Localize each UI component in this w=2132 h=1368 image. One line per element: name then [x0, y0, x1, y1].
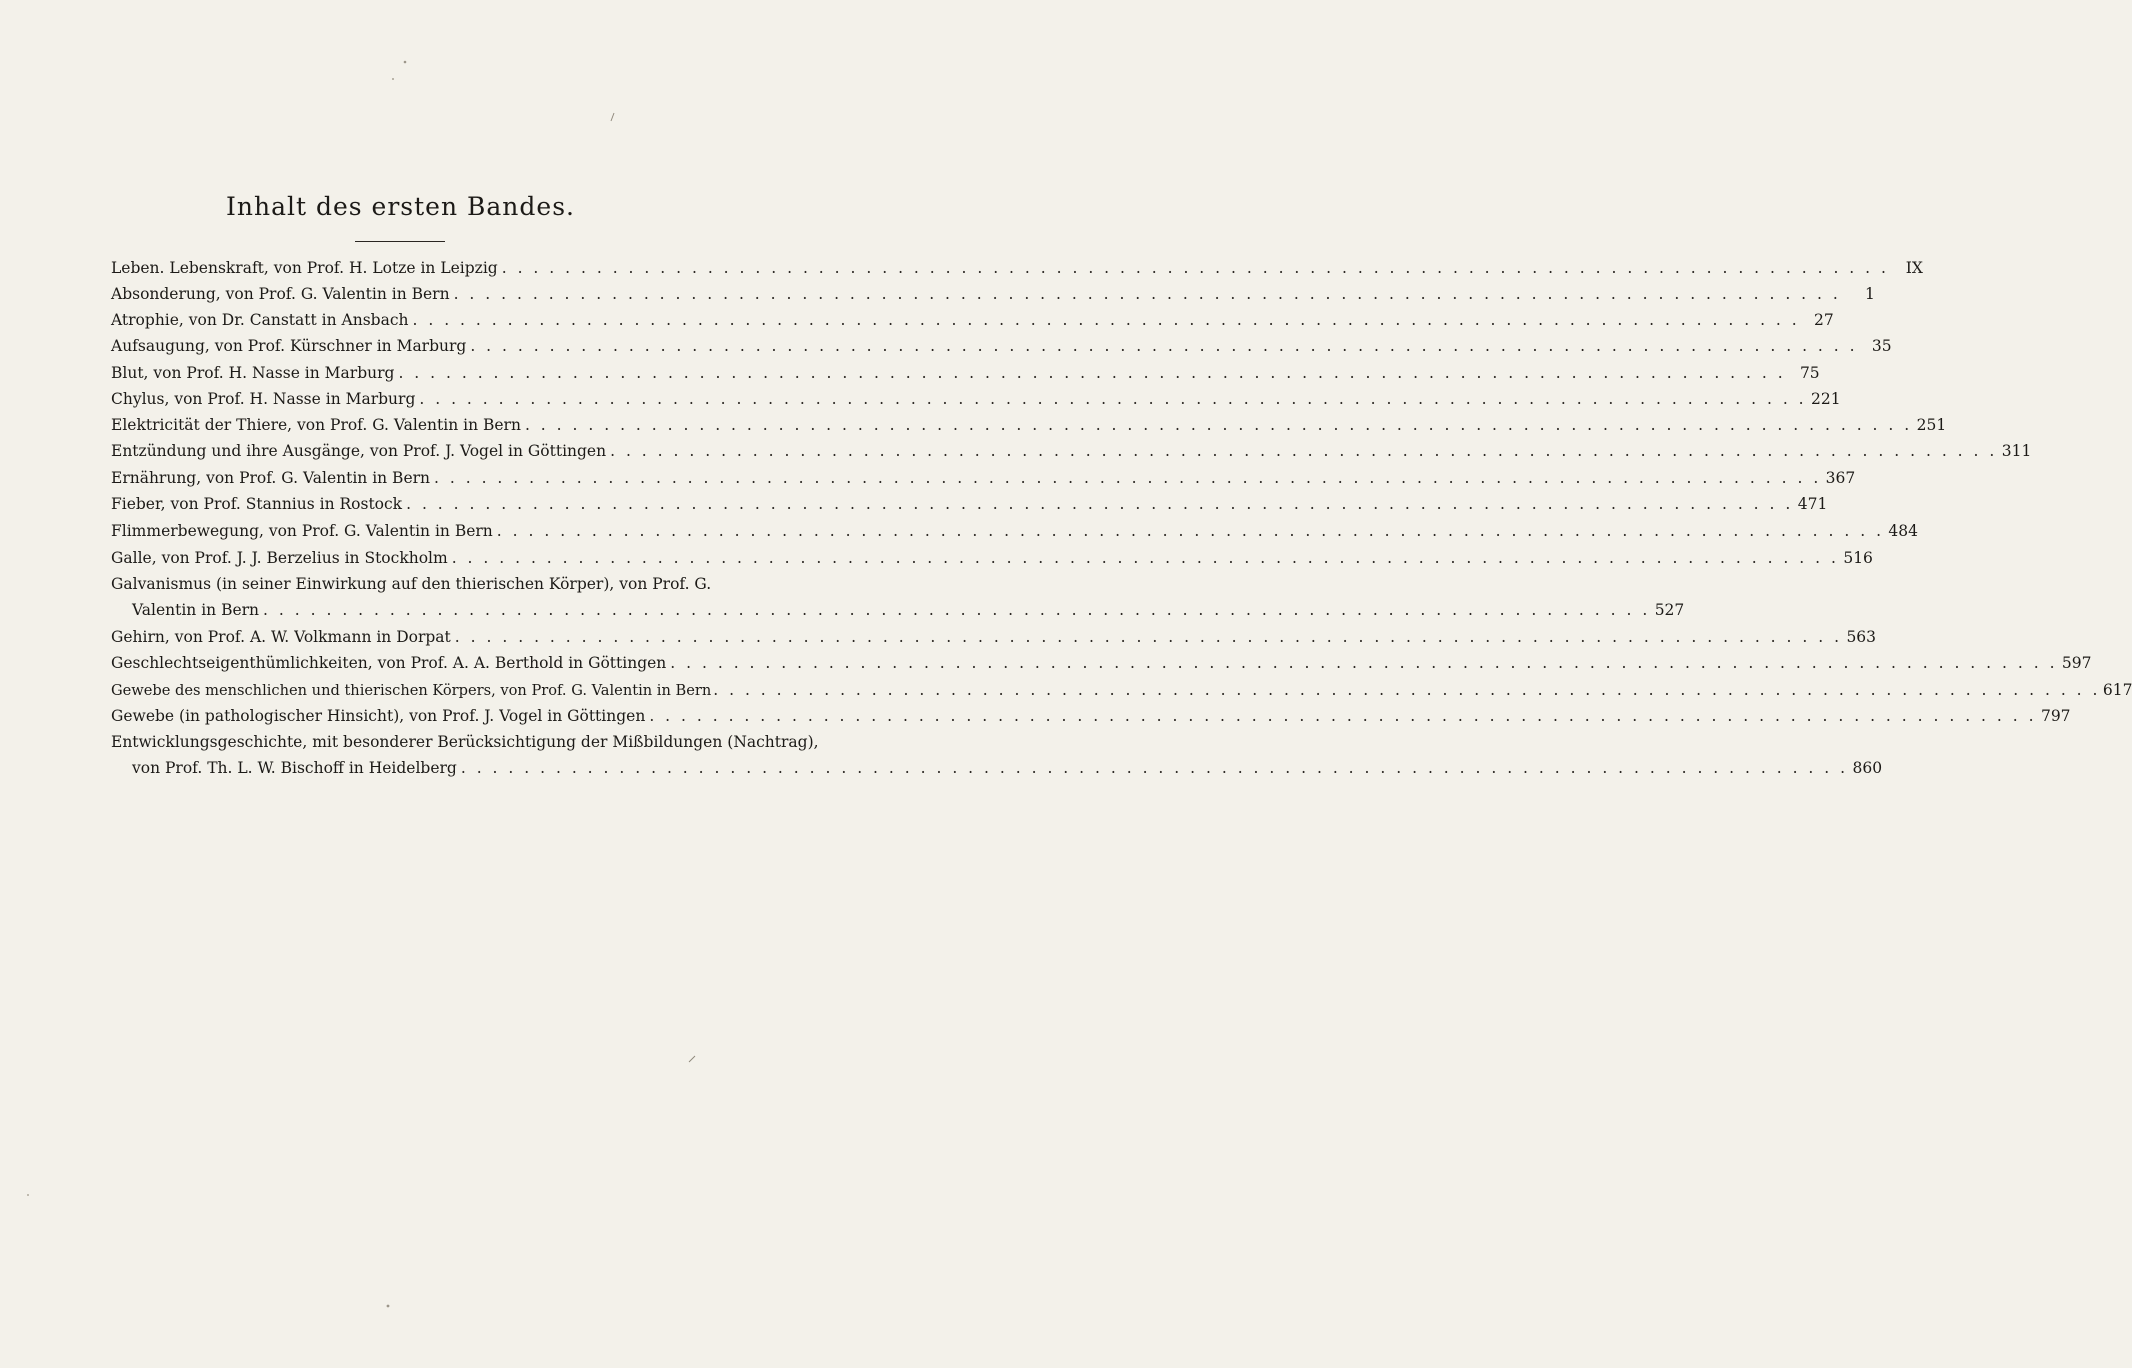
entry-page: 1 [1864, 285, 1875, 303]
toc-entry [111, 518, 1919, 544]
toc-entry [111, 545, 1873, 571]
entry-text: Leben. Lebenskraft, von Prof. H. Lotze in Leipzig [111, 259, 498, 277]
toc-entry [111, 491, 1828, 517]
toc-entry [111, 729, 1883, 781]
entry-text: Galle, von Prof. J. J. Berzelius in Stockholm [111, 549, 448, 567]
leader-dots [454, 281, 1841, 307]
entry-page: 527 [1654, 601, 1685, 619]
entry-text-continued: Valentin in Bern [132, 601, 260, 619]
toc-entry [111, 438, 2032, 464]
entry-text: Absonderung, von Prof. G. Valentin in Bern [111, 285, 450, 303]
entry-page: 221 [1811, 390, 1841, 408]
entry-text: Aufsaugung, von Prof. Kürschner in Marburg [111, 337, 467, 355]
entry-text: Geschlechtseigenthümlichkeiten, von Prof. A. A. Berthold in Göttingen [111, 654, 667, 672]
toc-entry [111, 703, 2071, 729]
entry-text: Atrophie, von Dr. Canstatt in Ansbach [111, 311, 409, 329]
entry-page: 860 [1852, 759, 1883, 777]
page-title: Inhalt des ersten Bandes. [226, 192, 575, 221]
toc-entry [111, 465, 1856, 491]
toc-entry [111, 571, 1685, 623]
entry-text: Gewebe (in pathologischer Hinsicht), von Prof. J. Vogel in Göttingen [111, 707, 646, 725]
leader-dots [649, 703, 2036, 729]
entry-page: 367 [1825, 469, 1856, 487]
entry-text: Entwicklungsgeschichte, mit besonderer Berücksichtigung der Mißbildungen (Nachtrag), [111, 733, 819, 751]
entry-page: 597 [2061, 654, 2092, 672]
entry-text: Ernährung, von Prof. G. Valentin in Bern [111, 469, 431, 487]
entry-page: 563 [1846, 628, 1877, 646]
entry-page: 617 [2102, 681, 2132, 699]
leader-dots [406, 491, 1793, 517]
entry-page: 484 [1888, 522, 1919, 540]
entry-text: Blut, von Prof. H. Nasse in Marburg [111, 364, 395, 382]
entry-text: Galvanismus (in seiner Einwirkung auf den thierischen Körper), von Prof. G. [111, 575, 712, 593]
toc-entry [111, 307, 1834, 333]
leader-dots [525, 412, 1912, 438]
leader-dots [470, 333, 1857, 359]
leader-dots [502, 255, 1889, 281]
leader-dots [263, 597, 1650, 623]
entry-page: 311 [2001, 442, 2032, 460]
entry-page: 516 [1843, 549, 1873, 567]
toc-entry [111, 333, 1892, 359]
toc-entry [111, 360, 1820, 386]
entry-text: Chylus, von Prof. H. Nasse in Marburg [111, 390, 416, 408]
leader-dots [419, 386, 1806, 412]
leader-dots [610, 438, 1997, 464]
leader-dots [398, 360, 1785, 386]
leader-dots [455, 624, 1842, 650]
toc-entry [111, 677, 2132, 703]
entry-page: 35 [1871, 337, 1892, 355]
toc-entry [111, 255, 1923, 281]
entry-page: 75 [1799, 364, 1820, 382]
toc-entry [111, 624, 1877, 650]
entry-text: Gehirn, von Prof. A. W. Volkmann in Dorpat [111, 628, 451, 646]
leader-dots [434, 465, 1821, 491]
entry-page: IX [1905, 259, 1923, 277]
entry-text: Flimmerbewegung, von Prof. G. Valentin in Bern [111, 522, 493, 540]
entry-text: Entzündung und ihre Ausgänge, von Prof. J. Vogel in Göttingen [111, 442, 607, 460]
leader-dots [461, 755, 1848, 781]
entry-page: 27 [1813, 311, 1834, 329]
leader-dots [497, 518, 1884, 544]
entry-page: 251 [1916, 416, 1947, 434]
entry-text: Fieber, von Prof. Stannius in Rostock [111, 495, 403, 513]
leader-dots [670, 650, 2057, 676]
entry-text: Gewebe des menschlichen und thierischen Körpers, von Prof. G. Valentin in Bern [111, 682, 712, 699]
toc-entry [111, 386, 1841, 412]
toc-entry [111, 650, 2092, 676]
toc-entry [111, 412, 1947, 438]
leader-dots [412, 307, 1799, 333]
entry-text: Elektricität der Thiere, von Prof. G. Valentin in Bern [111, 416, 521, 434]
toc-entry [111, 281, 1875, 307]
entry-page: 797 [2040, 707, 2071, 725]
entry-text-continued: von Prof. Th. L. W. Bischoff in Heidelberg [132, 759, 457, 777]
leader-dots [452, 545, 1839, 571]
entry-page: 471 [1797, 495, 1828, 513]
leader-dots [713, 677, 2100, 703]
